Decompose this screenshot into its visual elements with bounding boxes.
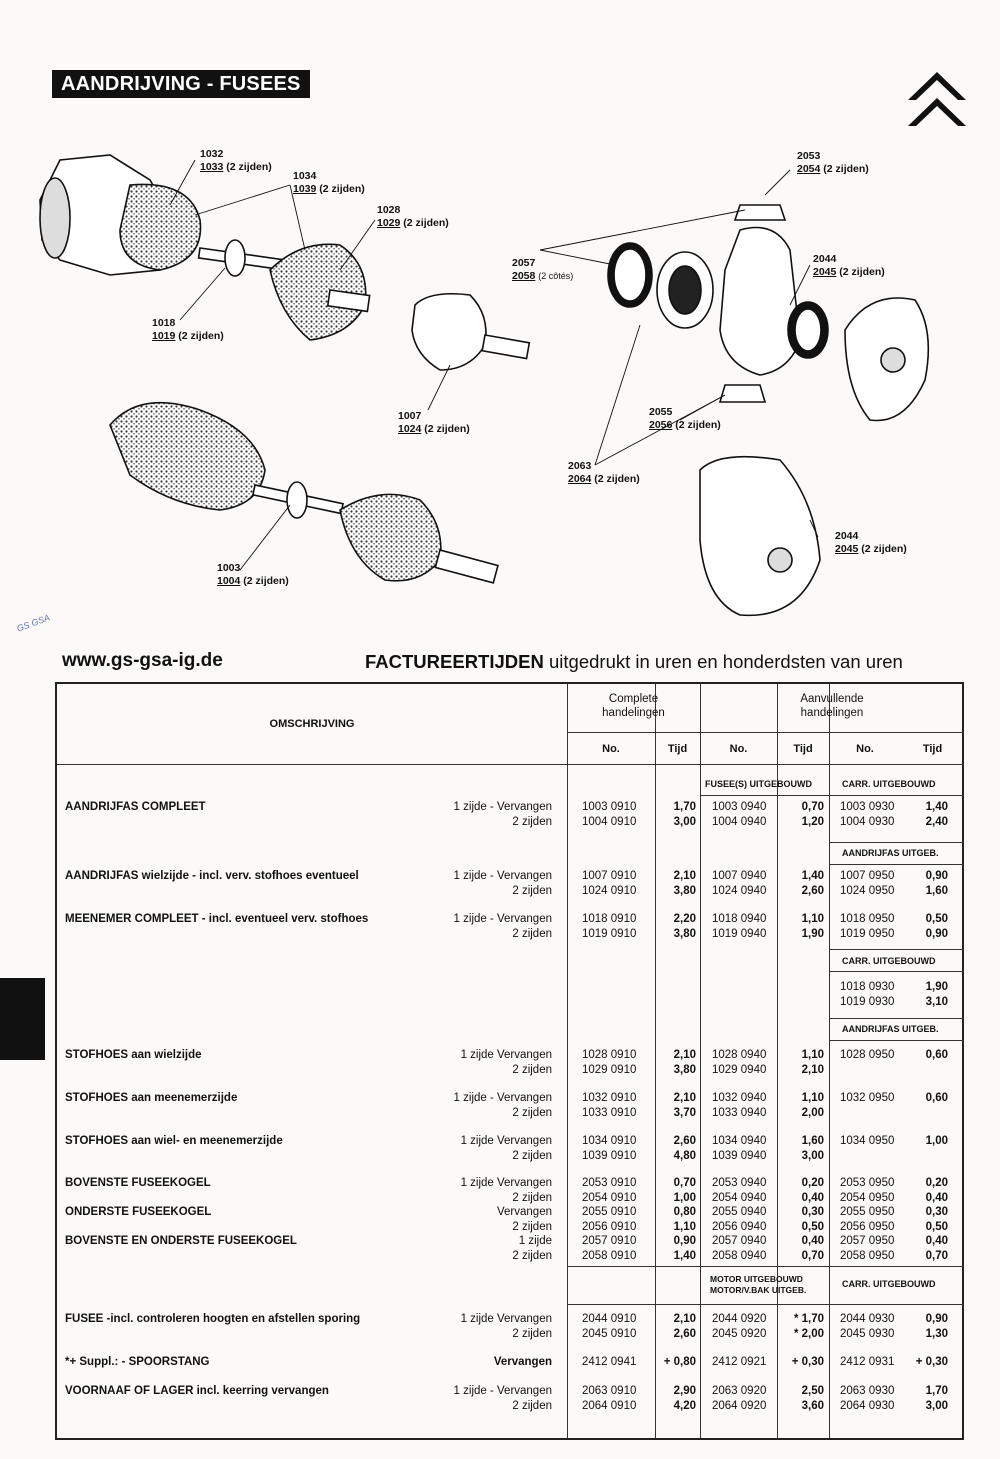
col-no-1: No. — [602, 743, 620, 755]
outer-joint — [412, 294, 529, 370]
section-carr-uitgebouwd-1: CARR. UITGEBOUWD — [842, 779, 936, 789]
col-tijd-2: Tijd — [793, 743, 813, 755]
handwritten-note: GS GSA — [15, 612, 52, 634]
col-aanvullende: Aanvullende handelingen — [800, 693, 864, 719]
parts-diagram — [0, 140, 1000, 630]
label-2053-2054: 2053 2054 (2 zijden) — [797, 150, 869, 175]
section-motor-uitgebouwd: MOTOR UITGEBOUWD MOTOR/V.BAK UITGEB. — [710, 1274, 807, 1295]
section-carr-uitgebouwd-2: CARR. UITGEBOUWD — [842, 956, 936, 966]
label-2057-2058: 2057 2058 (2 côtés) — [512, 257, 574, 282]
col-tijd-1: Tijd — [667, 743, 688, 755]
chevron-logo-icon — [906, 70, 968, 128]
label-2055-2056: 2055 2056 (2 zijden) — [649, 406, 721, 431]
col-no-3: No. — [856, 743, 874, 755]
label-1007-1024: 1007 1024 (2 zijden) — [398, 410, 470, 435]
col-no-2: No. — [729, 743, 748, 755]
price-table: OMSCHRIJVING Complete handelingen Aanvullende handelingen No. Tijd No. Tijd No. Tijd FUSEE(S) UITGEBOUWD CARR. UITGEBOUWD AANDRIJFAS UITGEB. CARR. UITGEBOUWD AANDRIJFAS UITGEB. MOTOR UITGEBOUWD MOTOR/V.BAK UITGEB. CARR. UITGEBOUWD AANDRIJFAS COMPLEET 1 zijde - Vervangen 2 zijden 1003 0910 1004 0910 1,70 3,00 1003 0940 1004 0940 0,70 1,20 1003 0930 1004 0930 1,40 2,40 AANDRIJFAS wielzijde - incl. verv. stofhoes eventueel 1 zijde - Vervangen 2 zijden 1007 0910 1024 0910 2,10 3,80 1007 0940 1024 0940 1,40 2,60 1007 0950 1024 0950 0,90 1,60 MEENEMER COMPLEET - incl. eventueel verv. stofhoes 1 zijde - Vervangen 2 zijden 1018 0910 1019 0910 2,20 3,80 1018 0940 1019 0940 1,10 1,90 1018 0950 1019 0950 0,50 0,90 1018 0930 1019 0930 1,90 3,10 STOFHOES aan wielzijde 1 zijde Vervangen 2 zijden 1028 0910 1029 0910 2,10 3,80 1028 0940 1029 0940 1,10 2,10 1028 0950 0,60 STOFHOES aan meenemerzijde 1 zijde - Vervangen 2 zijden 1032 0910 1033 0910 2,10 3,70 1032 0940 1033 0940 1,10 2,00 1032 0950 0,60 STOFHOES aan wiel- en meenemerzijde 1 zijde Vervangen 2 zijden 1034 0910 1039 0910 2,60 4,80 1034 0940 1039 0940 1,60 3,00 1034 0950 1,00 BOVENSTE FUSEEKOGEL 1 zijde Vervangen 2 zijden 2053 0910 2054 0910 0,70 1,00 2053 0940 2054 0940 0,20 0,40 2053 0950 2054 0950 0,20 0,40 ONDERSTE FUSEEKOGEL Vervangen 2 zijden 2055 0910 2056 0910 0,80 1,10 2055 0940 2056 0940 0,30 0,50 2055 0950 2056 0950 0,30 0,50 BOVENSTE EN ONDERSTE FUSEEKOGEL 1 zijde 2 zijden 2057 0910 2058 0910 0,90 1,40 2057 0940 2058 0940 0,40 0,70 2057 0950 2058 0950 0,40 0,70 FUSEE -incl. controleren hoogten en afstellen sporing 1 zijde Vervangen 2 zijden 2044 0910 2045 0910 2,10 2,60 2044 0920 2045 0920 * 1,70 * 2,00 2044 0930 2045 0930 0,90 1,30 *+ Suppl.: - SPOORSTANG Vervangen 2412 0941 + 0,80 2412 0921 + 0,30 2412 0931 + 0,30 VOORNAAF OF LAGER incl. keerring vervangen 1 zijde - Vervangen 2 zijden 2063 0910 2064 0910 2,90 4,20 2063 0920 2064 0920 2,50 3,60 2063 0930 2064 0930 1,70 3,00 — [55, 682, 964, 1440]
label-2063-2064: 2063 2064 (2 zijden) — [568, 460, 640, 485]
section-carr-uitgebouwd-3: CARR. UITGEBOUWD — [842, 1279, 936, 1289]
section-aandrijfas-uitgeb-2: AANDRIJFAS UITGEB. — [842, 1024, 939, 1034]
website-url: www.gs-gsa-ig.de — [62, 650, 223, 671]
label-1034-1039: 1034 1039 (2 zijden) — [293, 170, 365, 195]
label-1003-1004: 1003 1004 (2 zijden) — [217, 562, 289, 587]
factureertijden-heading: FACTUREERTIJDEN uitgedrukt in uren en honderdsten van uren — [365, 651, 903, 672]
col-complete: Complete handelingen — [602, 693, 665, 719]
col-tijd-3: Tijd — [922, 743, 943, 755]
label-2044-2045-lower: 2044 2045 (2 zijden) — [835, 530, 907, 555]
section-fusees-uitgebouwd: FUSEE(S) UITGEBOUWD — [705, 779, 812, 789]
label-1028-1029: 1028 1029 (2 zijden) — [377, 204, 449, 229]
page-title: AANDRIJVING - FUSEES — [52, 70, 310, 98]
section-aandrijfas-uitgeb-1: AANDRIJFAS UITGEB. — [842, 848, 939, 858]
col-omschrijving: OMSCHRIJVING — [269, 718, 355, 730]
side-index-tab — [0, 978, 45, 1060]
label-1032-1033: 1032 1033 (2 zijden) — [200, 148, 272, 173]
label-2044-2045-upper: 2044 2045 (2 zijden) — [813, 253, 885, 278]
label-1018-1019: 1018 1019 (2 zijden) — [152, 317, 224, 342]
